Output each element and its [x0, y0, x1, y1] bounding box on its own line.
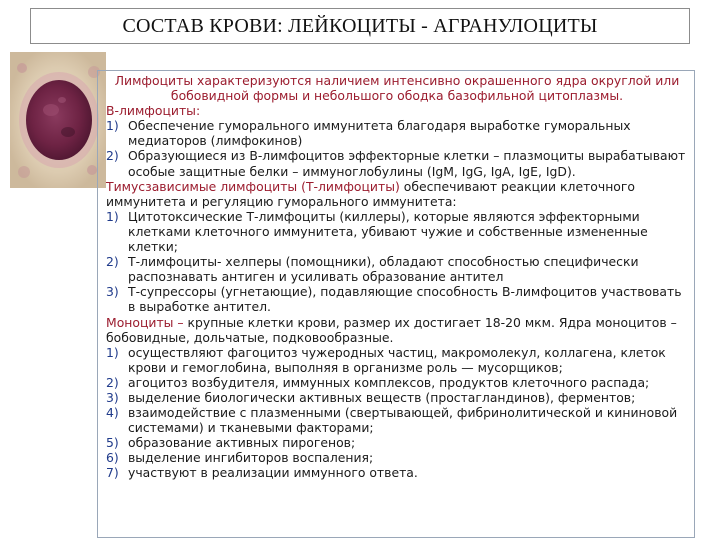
- list-number: 2): [106, 374, 119, 390]
- monocytes-term: Моноциты –: [106, 314, 184, 330]
- list-text: выделение ингибиторов воспаления;: [128, 450, 374, 466]
- t-lymphocytes-list: [106, 209, 688, 315]
- list-number: 2): [106, 148, 119, 164]
- t-lymphocytes-term: Тимусзависимые лимфоциты (Т-лимфоциты): [106, 178, 400, 194]
- monocytes-list: [106, 345, 688, 481]
- list-item: [106, 450, 688, 465]
- list-text: образование активных пирогенов;: [128, 435, 356, 451]
- list-text: Т-лимфоциты- хелперы (помощники), обладают способностью специфически распознавать антиген и усиливать образование антител: [128, 254, 639, 285]
- list-text: Обеспечение гуморального иммунитета благодаря выработке гуморальных медиаторов (лимфокинов): [128, 118, 631, 149]
- list-text: Т-супрессоры (угнетающие), подавляющие способность В-лимфоцитов участвовать в выработке антител.: [128, 284, 682, 315]
- list-text: осуществляют фагоцитоз чужеродных частиц, макромолекул, коллагена, клеток крови и гемоглобина, выполняя в организме роль — мусорщиков;: [128, 344, 666, 375]
- page-title: СОСТАВ КРОВИ: ЛЕЙКОЦИТЫ - АГРАНУЛОЦИТЫ: [122, 14, 598, 37]
- title-box: [30, 8, 690, 44]
- list-item: [106, 375, 688, 390]
- list-item: [106, 465, 688, 480]
- list-item: [106, 390, 688, 405]
- list-text: взаимодействие с плазменными (свертывающей, фибринолитической и кининовой системами) и тканевыми факторами;: [128, 405, 678, 436]
- list-number: 1): [106, 118, 119, 134]
- list-number: 4): [106, 405, 119, 421]
- monocytes-paragraph: [106, 315, 688, 345]
- t-lymphocytes-paragraph: [106, 179, 688, 209]
- list-text: Цитотоксические Т-лимфоциты (киллеры), которые являются эффекторными клетками клеточного иммунитета, убивают чужие и собственные измененные клетки;: [128, 208, 648, 255]
- lymphocytes-intro: Лимфоциты характеризуются наличием интенсивно окрашенного ядра округлой или бобовидной формы и небольшого ободка базофильной цитоплазмы.: [114, 73, 680, 104]
- list-text: участвуют в реализации иммунного ответа.: [128, 465, 418, 481]
- content-box: [97, 70, 695, 538]
- b-lymphocytes-heading: В-лимфоциты:: [106, 103, 201, 119]
- list-number: 1): [106, 208, 119, 224]
- list-item: [106, 345, 688, 375]
- list-item: [106, 284, 688, 314]
- list-text: выделение биологически активных веществ (простагландинов), ферментов;: [128, 389, 636, 405]
- monocytes-description: крупные клетки крови, размер их достигает 18-20 мкм. Ядра моноцитов – бобовидные, дольчатые, подковообразные.: [106, 314, 677, 345]
- t-lymphocytes-description: обеспечивают реакции клеточного иммунитета и регуляцию гуморального иммунитета:: [106, 178, 635, 209]
- list-number: 5): [106, 435, 119, 451]
- lymphocyte-image: [10, 52, 106, 188]
- list-number: 3): [106, 389, 119, 405]
- list-number: 1): [106, 344, 119, 360]
- list-item: [106, 118, 688, 148]
- list-number: 3): [106, 284, 119, 300]
- list-text: агоцитоз возбудителя, иммунных комплексов, продуктов клеточного распада;: [128, 374, 650, 390]
- list-item: [106, 435, 688, 450]
- list-number: 7): [106, 465, 119, 481]
- list-item: [106, 405, 688, 435]
- list-item: [106, 254, 688, 284]
- list-text: Образующиеся из В-лимфоцитов эффекторные клетки – плазмоциты вырабатывают особые защитные белки – иммуноглобулины (IgM, IgG, IgA, IgE, IgD).: [128, 148, 686, 179]
- list-item: [106, 148, 688, 178]
- list-number: 6): [106, 450, 119, 466]
- list-number: 2): [106, 254, 119, 270]
- list-item: [106, 209, 688, 254]
- b-lymphocytes-list: [106, 118, 688, 178]
